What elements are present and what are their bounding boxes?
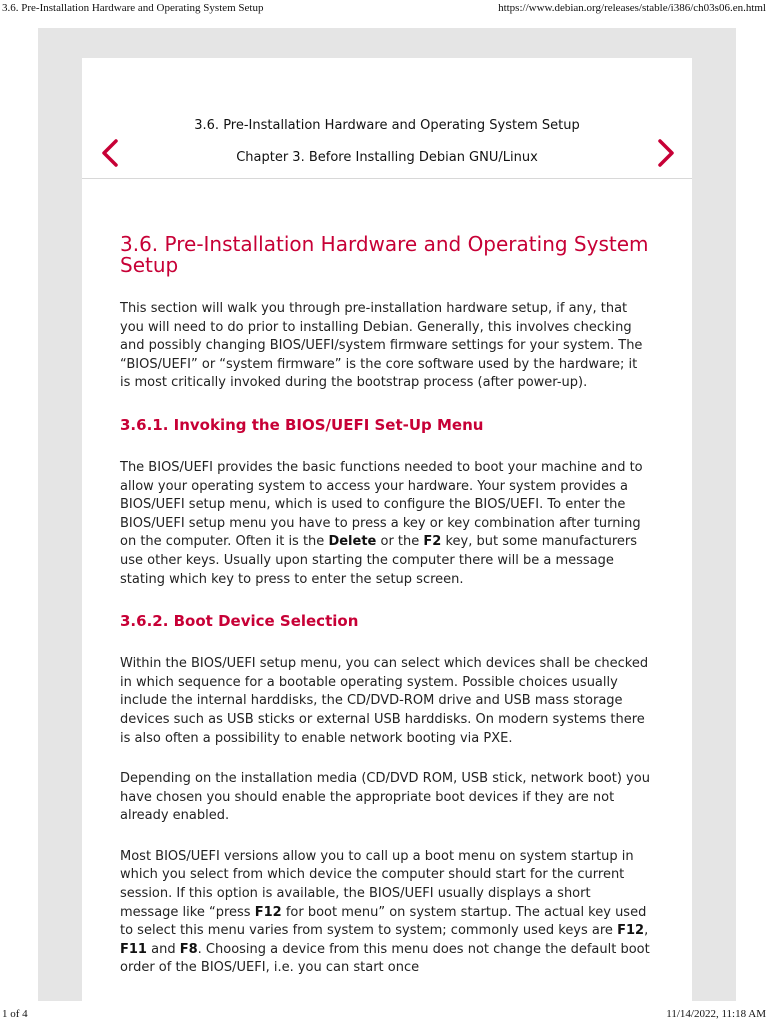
boot-device-paragraph-1: Within the BIOS/UEFI setup menu, you can select which devices shall be checked in which sequence for a bootable operating system. Possible choices usually include the internal harddisks, the CD/DVD-ROM drive and USB mass storage devices such as USB sticks or external USB harddisks. On modern systems there is also often a possibility to enable network booting via PXE. xyxy=(120,656,649,746)
key-delete: Delete xyxy=(328,534,377,550)
navigation-header xyxy=(82,58,692,179)
key-f8: F8 xyxy=(179,941,198,957)
chevron-right-icon[interactable] xyxy=(652,138,678,168)
text-run: and xyxy=(146,941,180,957)
boot-device-paragraph-3 xyxy=(120,848,650,978)
subsection-heading-bios-menu: 3.6.1. Invoking the BIOS/UEFI Set-Up Menu xyxy=(120,415,484,434)
text-run: . Choosing a device from this menu does not change the default boot order of the BIOS/UEFI, i.e. you can start once xyxy=(120,941,650,976)
print-date: 11/14/2022, 11:18 AM xyxy=(666,1008,766,1020)
text-run: The BIOS/UEFI provides the basic functions needed to boot your machine and to allow your operating system to access your hardware. Your system provides a BIOS/UEFI setup menu, which is used to configure the BIOS/UEFI. To enter the BIOS/UEFI setup menu you have to press a key or key combination after turning on the computer. Often it is the xyxy=(120,459,643,550)
bios-menu-paragraph xyxy=(120,459,650,589)
key-f11: F11 xyxy=(120,941,147,957)
key-f2: F2 xyxy=(423,534,442,550)
boot-device-paragraph-2: Depending on the installation media (CD/DVD ROM, USB stick, network boot) you have chosen you should enable the appropriate boot devices if they are not already enabled. xyxy=(120,771,650,824)
print-header-url: https://www.debian.org/releases/stable/i386/ch03s06.en.html xyxy=(498,2,766,14)
intro-paragraph: This section will walk you through pre-installation hardware setup, if any, that you will need to do prior to installing Debian. Generally, this involves checking and possibly changing BIOS/UEFI/system firmware settings for your system. The “BIOS/UEFI” or “system firmware” is the core software used by the hardware; it is most critically invoked during the bootstrap process (after power-up). xyxy=(120,301,643,391)
document-page xyxy=(82,58,692,1001)
page-title: 3.6. Pre-Installation Hardware and Operating System Setup xyxy=(120,232,649,277)
text-run: or the xyxy=(376,534,424,550)
text-run: for boot menu” on system startup. The actual key used to select this menu varies from system to system; commonly used keys are xyxy=(120,904,647,939)
key-f12: F12 xyxy=(254,904,282,920)
chevron-left-icon[interactable] xyxy=(98,138,124,168)
print-header xyxy=(0,2,768,16)
subsection-heading-boot-device: 3.6.2. Boot Device Selection xyxy=(120,612,359,631)
page-counter: 1 of 4 xyxy=(2,1008,28,1020)
page-frame xyxy=(38,28,736,1001)
text-run: key, but some manufacturers use other keys. Usually upon starting the computer there will be a message stating which key to press to enter the setup screen. xyxy=(120,534,638,587)
print-header-title: 3.6. Pre-Installation Hardware and Operating System Setup xyxy=(2,2,264,14)
key-f12: F12 xyxy=(617,923,645,939)
nav-chapter-link[interactable]: Chapter 3. Before Installing Debian GNU/Linux xyxy=(236,150,538,165)
text-run: Most BIOS/UEFI versions allow you to call up a boot menu on system startup in which you select from which device the computer should start for the current session. If this option is available, the BIOS/UEFI usually displays a short message like “press xyxy=(120,848,634,920)
text-run: , xyxy=(644,923,649,939)
print-footer xyxy=(0,1006,768,1020)
main-content xyxy=(120,234,650,1000)
nav-section-title: 3.6. Pre-Installation Hardware and Operating System Setup xyxy=(194,118,580,133)
